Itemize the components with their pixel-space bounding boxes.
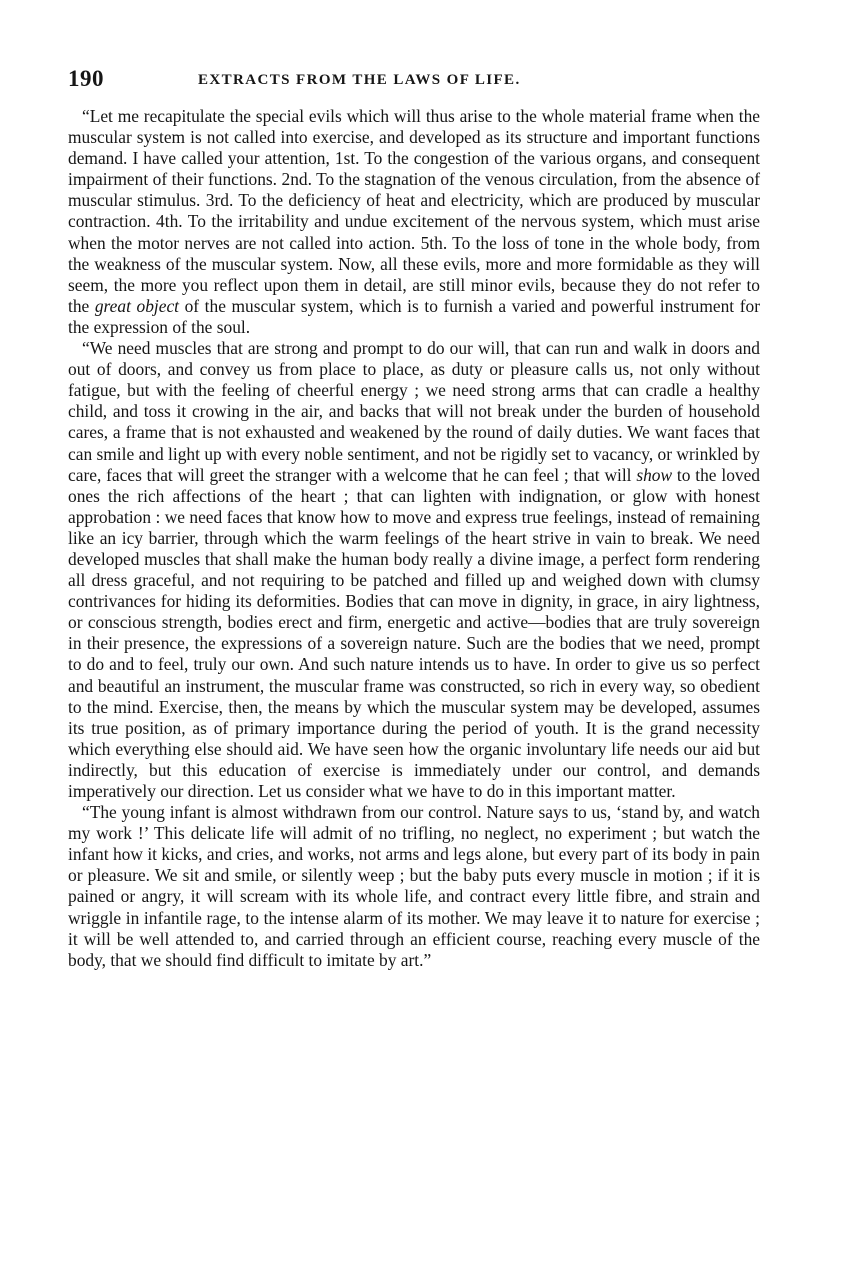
text-run: “The young infant is almost withdrawn from our control. Nature says to us, ‘stand by, and watch my work !’ This delicate life will admit of no trifling, no neglect, no experiment ; but watch the infant how it kicks, and cries, and works, not arms and legs alone, but every part of its body in pain or pleasure. We sit and smile, or silently weep ; but the baby puts every muscle in motion ; if it is pained or angry, it will scream with its whole life, and contract every little fibre, and strain and wriggle in infantile rage, to the intense alarm of its mother. We may leave it to nature for exercise ; it will be well attended to, and carried through an efficient course, reaching every muscle of the body, that we should find difficult to imitate by art.” (68, 802, 760, 970)
running-head: EXTRACTS FROM THE LAWS OF LIFE. (198, 72, 521, 88)
page-header (68, 66, 768, 94)
text-run: “We need muscles that are strong and prompt to do our will, that can run and walk in doors and out of doors, and convey us from place to place, as duty or pleasure calls us, not only without fatigue, but with the feeling of cheerful energy ; we need strong arms that can cradle a healthy child, and toss it crowing in the air, and backs that will not break under the burden of household cares, a frame that is not exhausted and weakened by the round of daily duties. We want faces that can smile and light up with every noble sentiment, and not be rigidly set to vacancy, or wrinkled by care, faces that will greet the stranger with a welcome that he can feel ; that will (68, 338, 760, 485)
paragraph-muscles (68, 338, 760, 802)
text-run: to the loved ones the rich affections of the heart ; that can lighten with indignation, or glow with honest approbation : we need faces that know how to move and express true feelings, instead of remaining like an icy barrier, through which the warm feelings of the heart strive in vain to break. We need developed muscles that shall make the human body really a divine image, a perfect form rendering all dress graceful, and not requiring to be patched and filled up and weighed down with clumsy contrivances for hiding its deformities. Bodies that can move in dignity, in grace, in airy lightness, or conscious strength, bodies erect and firm, energetic and active—bodies that are truly sovereign in their presence, the expressions of a sovereign nature. Such are the bodies that we need, prompt to do and to feel, truly our own. And such nature intends us to have. In order to give us so perfect and beautiful an instrument, the muscular frame was constructed, so rich in every way, so obedient to the mind. Exercise, then, the means by which the muscular system may be developed, assumes its true position, as of primary importance during the period of youth. It is the grand necessity which everything else should aid. We have seen how the organic involuntary life needs our aid but indirectly, but this education of exercise is immediately under our control, and demands imperatively our direction. Let us consider what we have to do in this important matter. (68, 464, 760, 801)
paragraph-recapitulation (68, 106, 760, 338)
page-number: 190 (68, 66, 104, 91)
emphasis-text: great object (94, 295, 179, 316)
text-run: of the muscular system, which is to furnish a varied and powerful instrument for the expression of the soul. (68, 295, 761, 337)
body-text (68, 106, 760, 971)
paragraph-infant (68, 802, 760, 971)
emphasis-text: show (636, 464, 673, 485)
text-run: “Let me recapitulate the special evils which will thus arise to the whole material frame when the muscular system is not called into exercise, and developed as its structure and important functions demand. I have called your attention, 1st. To the congestion of the various organs, and consequent impairment of their functions. 2nd. To the stagnation of the venous circulation, from the absence of muscular stimulus. 3rd. To the deficiency of heat and electricity, which are produced by muscular contraction. 4th. To the irritability and undue excitement of the nervous system, which must arise when the motor nerves are not called into action. 5th. To the loss of tone in the whole body, from the weakness of the muscular system. Now, all these evils, more and more formidable as they will seem, the more you reflect upon them in detail, are still minor evils, because they do not refer to the (68, 106, 760, 316)
